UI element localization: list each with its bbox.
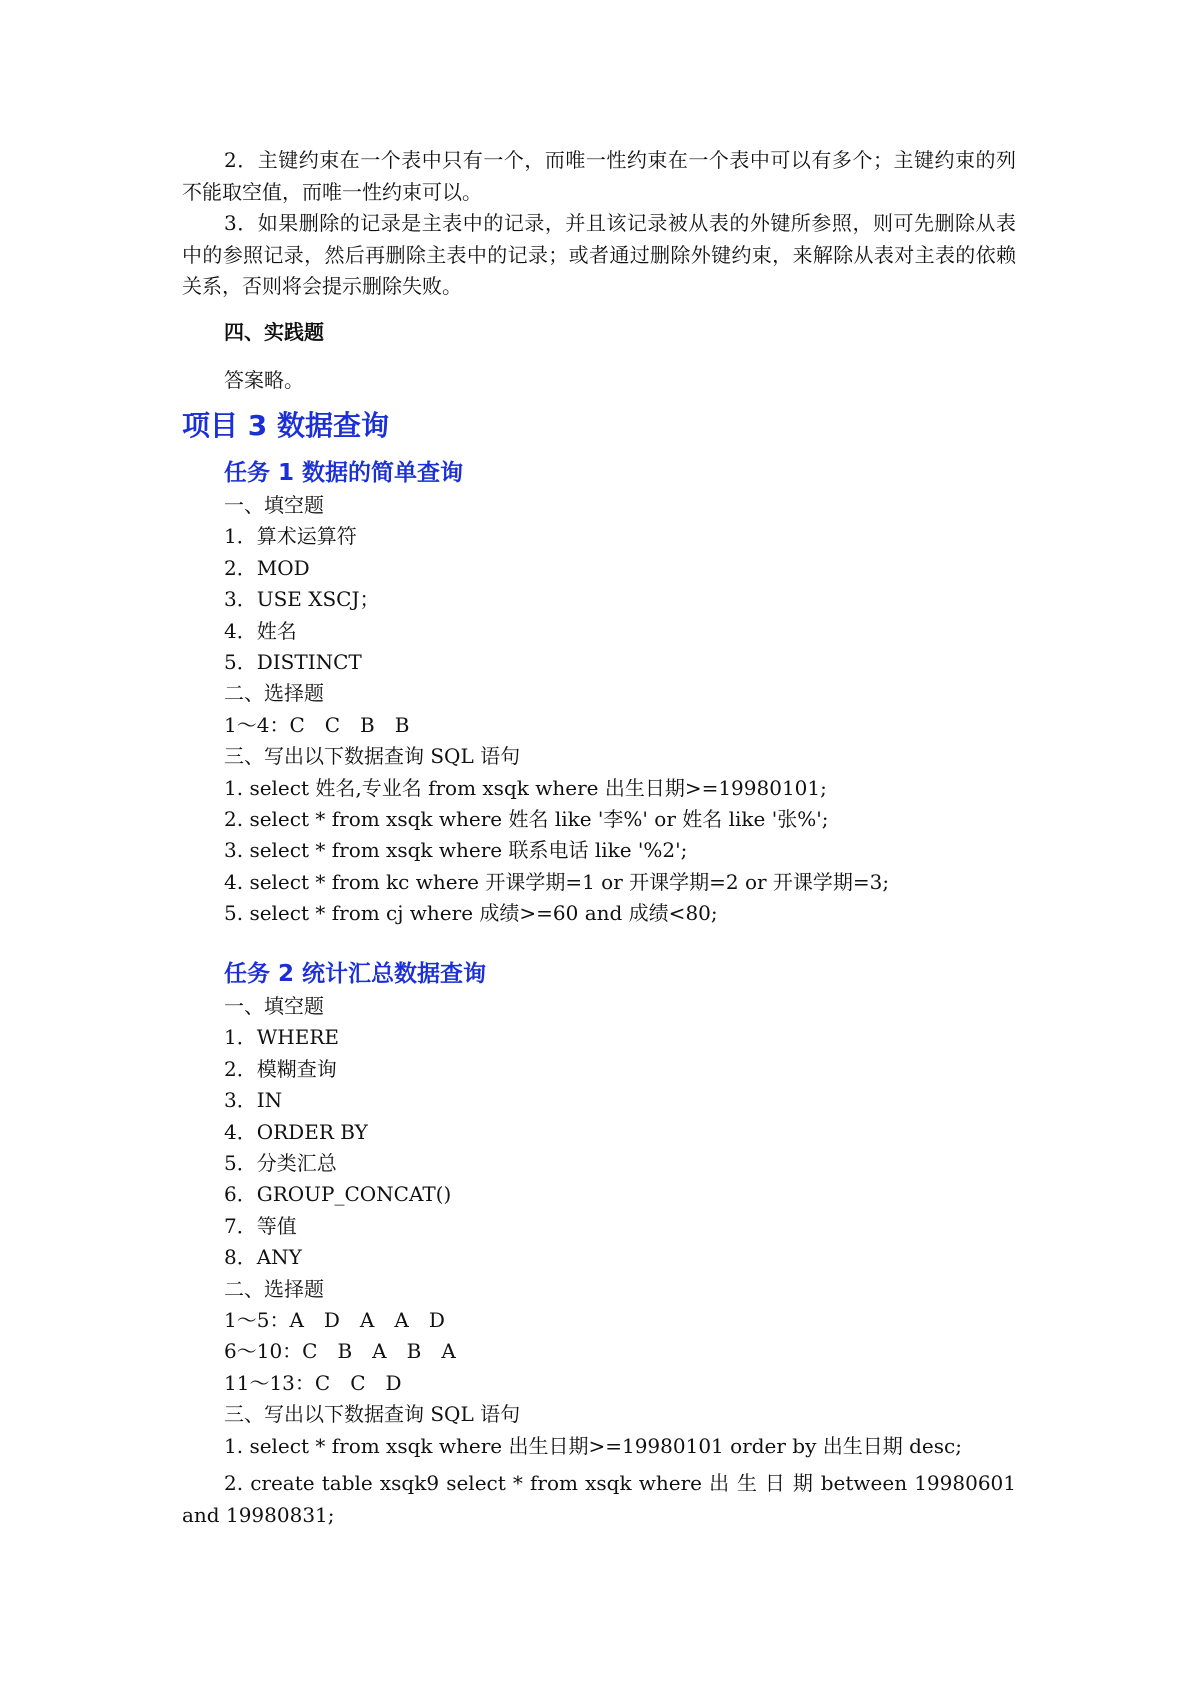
answer-line: 7．等值 (224, 1213, 297, 1238)
answer-line: 1～5：A D A A D (224, 1308, 445, 1332)
answer-line: 1．WHERE (224, 1025, 339, 1050)
task-2-sql-2: 2. create table xsqk9 select * from xsqk where 出 生 日 期 between 19980601 and 19980831; (182, 1471, 1016, 1527)
project-3-title: 项目 3 数据查询 (182, 409, 389, 442)
answer-line: 6～10：C B A B A (224, 1339, 456, 1364)
answer-line: 二、选择题 (224, 681, 324, 706)
text-column (182, 0, 1016, 1684)
answer-line: 2. select * from xsqk where 姓名 like '李%' or 姓名 like '张%'; (224, 807, 829, 831)
answer-line: 8．ANY (224, 1245, 302, 1270)
practice-answer: 答案略。 (224, 368, 304, 392)
answer-line: 2．MOD (224, 555, 310, 580)
answer-line: 5．分类汇总 (224, 1151, 337, 1175)
task-1-title: 任务 1 数据的简单查询 (224, 460, 464, 486)
answer-line: 1. select 姓名,专业名 from xsqk where 出生日期>=19980101; (224, 775, 827, 800)
answer-line: 1. select * from xsqk where 出生日期>=19980101 order by 出生日期 desc; (224, 1433, 962, 1458)
answer-line: 3. select * from xsqk where 联系电话 like '%2'; (224, 838, 688, 863)
answer-line: 一、填空题 (224, 493, 324, 517)
answer-paragraph-2: 2．主键约束在一个表中只有一个，而唯一性约束在一个表中可以有多个；主键约束的列不能取空值，而唯一性约束可以。 (182, 148, 1016, 204)
answer-line: 1～4：C C B B (224, 712, 410, 737)
answer-line: 3．USE XSCJ； (224, 587, 380, 612)
answer-line: 4．ORDER BY (224, 1119, 368, 1144)
answer-line: 三、写出以下数据查询 SQL 语句 (224, 1402, 521, 1427)
answer-line: 3．IN (224, 1088, 283, 1113)
answer-line: 4. select * from kc where 开课学期=1 or 开课学期=2 or 开课学期=3; (224, 869, 890, 894)
answer-line: 5. select * from cj where 成绩>=60 and 成绩<80; (224, 901, 718, 926)
answer-line: 二、选择题 (224, 1276, 324, 1301)
answer-line: 4．姓名 (224, 618, 297, 643)
answer-line: 6．GROUP_CONCAT() (224, 1182, 452, 1207)
answer-line: 一、填空题 (224, 994, 324, 1018)
answer-paragraph-3: 3．如果删除的记录是主表中的记录，并且该记录被从表的外键所参照，则可先删除从表中的参照记录，然后再删除主表中的记录；或者通过删除外键约束，来解除从表对主表的依赖关系，否则将会提示删除失败。 (182, 211, 1016, 298)
practice-heading: 四、实践题 (224, 320, 324, 344)
answer-line: 2．模糊查询 (224, 1056, 337, 1081)
answer-line: 1．算术运算符 (224, 524, 357, 549)
task-2-title: 任务 2 统计汇总数据查询 (224, 961, 487, 987)
answer-line: 11～13：C C D (224, 1370, 402, 1395)
answer-line: 三、写出以下数据查询 SQL 语句 (224, 744, 521, 769)
answer-line: 5．DISTINCT (224, 650, 362, 674)
